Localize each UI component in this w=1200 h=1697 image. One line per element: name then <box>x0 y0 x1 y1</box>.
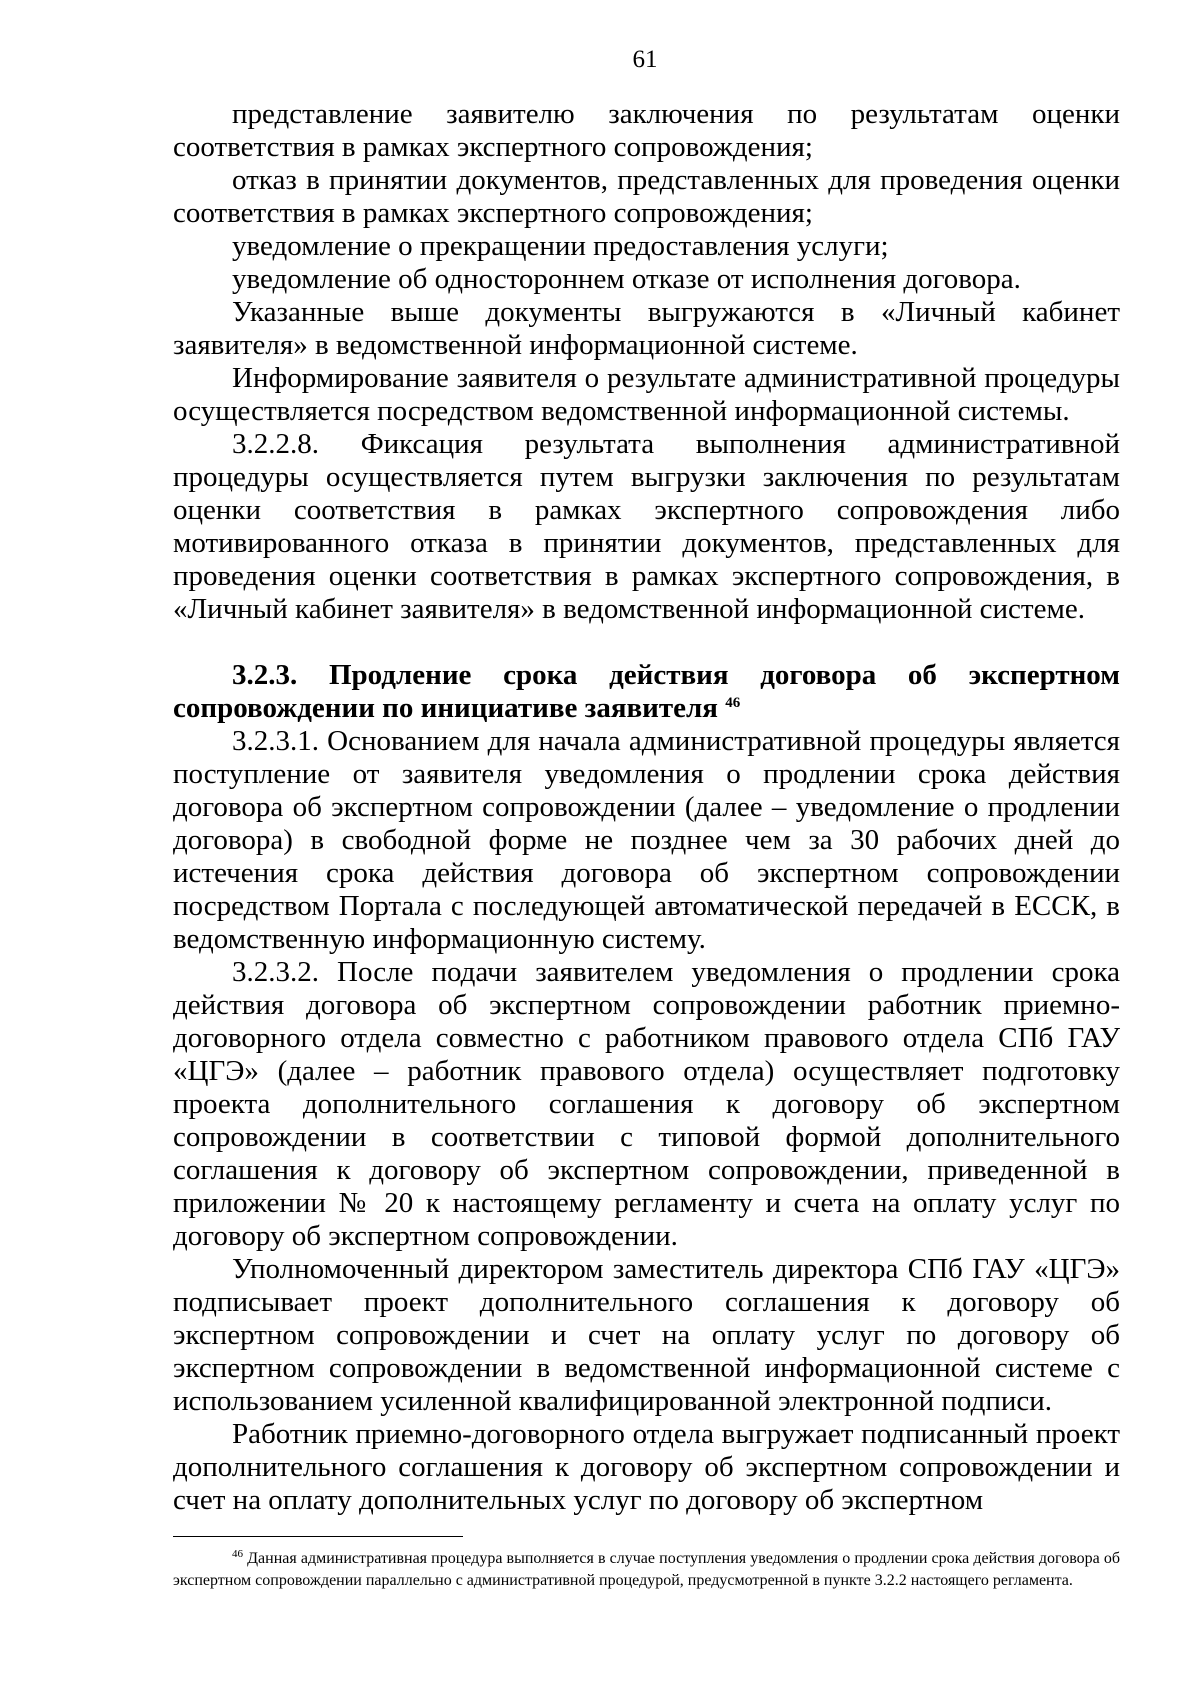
footnote-text: Данная административная процедура выполняется в случае поступления уведомления о продлении срока действия договора об экспертном сопровождении параллельно с административной процедурой, предусмотренной в пункте 3.2.2 настоящего регламента. <box>173 1550 1121 1589</box>
paragraph: Работник приемно-договорного отдела выгружает подписанный проект дополнительного соглашения к договору об экспертном сопровождении и счет на оплату дополнительных услуг по договору об экспертном <box>173 1418 1120 1516</box>
paragraph: отказ в принятии документов, представленных для проведения оценки соответствия в рамках экспертного сопровождения; <box>173 164 1120 229</box>
paragraph: 3.2.3.1. Основанием для начала административной процедуры является поступление от заявителя уведомления о продлении срока действия договора об экспертном сопровождении (далее – уведомление о продлении договора) в свободной форме не позднее чем за 30 рабочих дней до истечения срока действия договора об экспертном сопровождении посредством Портала с последующей автоматической передачей в ЕССК, в ведомственную информационную систему. <box>173 725 1120 955</box>
section-heading-text: 3.2.3. Продление срока действия договора об экспертном сопровождении по инициативе заявителя <box>173 659 1120 724</box>
paragraph: Указанные выше документы выгружаются в «Личный кабинет заявителя» в ведомственной информационной системе. <box>173 296 1120 361</box>
page-number: 61 <box>632 46 658 73</box>
paragraph: Уполномоченный директором заместитель директора СПб ГАУ «ЦГЭ» подписывает проект дополнительного соглашения к договору об экспертном сопровождении и счет на оплату услуг по договору об экспертном сопровождении в ведомственной информационной системе с использованием усиленной квалифицированной электронной подписи. <box>173 1253 1120 1417</box>
section-heading <box>173 659 1120 725</box>
footnote-reference[interactable]: 46 <box>725 695 741 711</box>
paragraph: 3.2.2.8. Фиксация результата выполнения административной процедуры осуществляется путем выгрузки заключения по результатам оценки соответствия в рамках экспертного сопровождения либо мотивированного отказа в принятии документов, представленных для проведения оценки соответствия в рамках экспертного сопровождения, в «Личный кабинет заявителя» в ведомственной информационной системе. <box>173 428 1120 625</box>
paragraph: уведомление об одностороннем отказе от исполнения договора. <box>232 263 1021 295</box>
footnote-divider <box>173 1536 463 1537</box>
paragraph: уведомление о прекращении предоставления услуги; <box>232 230 889 262</box>
paragraph: 3.2.3.2. После подачи заявителем уведомления о продлении срока действия договора об экспертном сопровождении работник приемно-договорного отдела совместно с работником правового отдела СПб ГАУ «ЦГЭ» (далее – работник правового отдела) осуществляет подготовку проекта дополнительного соглашения к договору об экспертном сопровождении в соответствии с типовой формой дополнительного соглашения к договору об экспертном сопровождении, приведенной в приложении № 20 к настоящему регламенту и счета на оплату услуг по договору об экспертном сопровождении. <box>173 956 1120 1252</box>
footnote-number: 46 <box>232 1548 243 1560</box>
document-body <box>173 98 1120 1517</box>
footnote <box>173 1548 1120 1592</box>
paragraph: Информирование заявителя о результате административной процедуры осуществляется посредством ведомственной информационной системы. <box>173 362 1120 427</box>
paragraph: представление заявителю заключения по результатам оценки соответствия в рамках экспертного сопровождения; <box>173 98 1120 163</box>
